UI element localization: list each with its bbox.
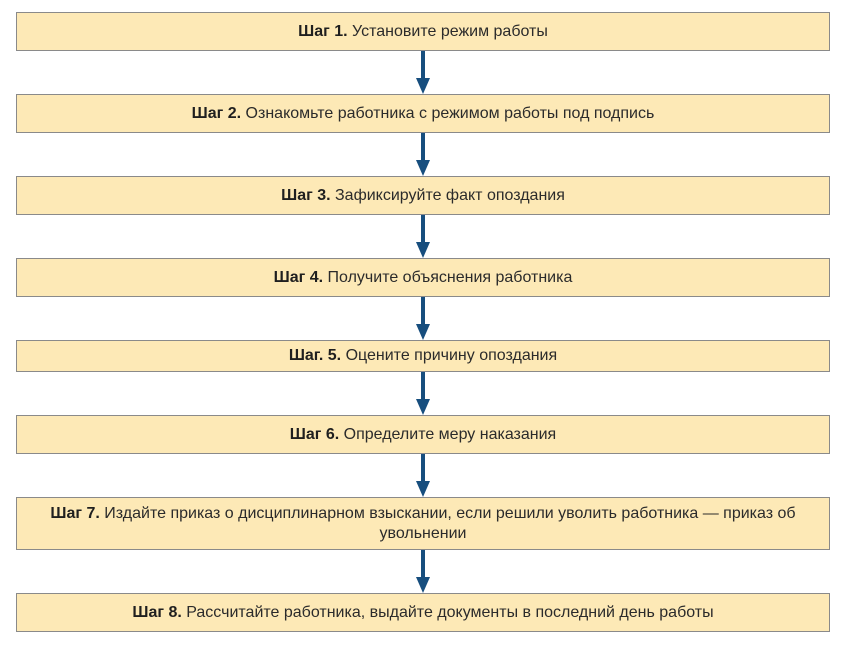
step-8-text: Рассчитайте работника, выдайте документы в последний день работы [186, 603, 714, 621]
step-5-label: Шаг. 5. [288, 347, 342, 364]
step-5-text: Оцените причину опоздания [345, 347, 558, 364]
arrow-5-6 [414, 372, 432, 415]
step-6-box [16, 415, 830, 454]
arrow-2-3 [414, 133, 432, 176]
step-8-box [16, 593, 830, 632]
arrow-6-7 [414, 454, 432, 497]
arrow-7-8 [414, 550, 432, 593]
step-3-box [16, 176, 830, 215]
arrow-3-4 [414, 215, 432, 258]
step-5-content [289, 346, 557, 366]
step-2-label: Шаг 2. [191, 104, 242, 122]
step-2-box [16, 94, 830, 133]
step-4-label: Шаг 4. [273, 268, 324, 286]
step-6-text: Определите меру наказания [343, 425, 557, 443]
step-1-label: Шаг 1. [298, 22, 348, 40]
step-6-content [290, 425, 556, 445]
step-5-box [16, 340, 830, 372]
arrow-4-5 [414, 297, 432, 340]
step-8-label: Шаг 8. [132, 603, 182, 621]
step-8-content [132, 603, 713, 623]
step-3-label: Шаг 3. [281, 186, 331, 204]
step-2-content [192, 104, 655, 124]
step-3-text: Зафиксируйте факт опоздания [335, 186, 565, 204]
step-1-text: Установите режим работы [352, 22, 548, 40]
step-4-content [274, 268, 573, 288]
step-7-content [25, 504, 821, 544]
step-1-box [16, 12, 830, 51]
step-3-content [281, 186, 565, 206]
step-4-box [16, 258, 830, 297]
step-6-label: Шаг 6. [289, 425, 340, 443]
step-2-text: Ознакомьте работника с режимом работы под подпись [245, 104, 655, 122]
step-1-content [298, 22, 548, 42]
step-4-text: Получите объяснения работника [327, 268, 573, 286]
step-7-box [16, 497, 830, 550]
arrow-1-2 [414, 51, 432, 94]
step-7-text: Издайте приказ о дисциплинарном взыскании, если решили уволить работника — приказ об увольнении [104, 504, 796, 542]
step-7-label: Шаг 7. [50, 504, 100, 522]
